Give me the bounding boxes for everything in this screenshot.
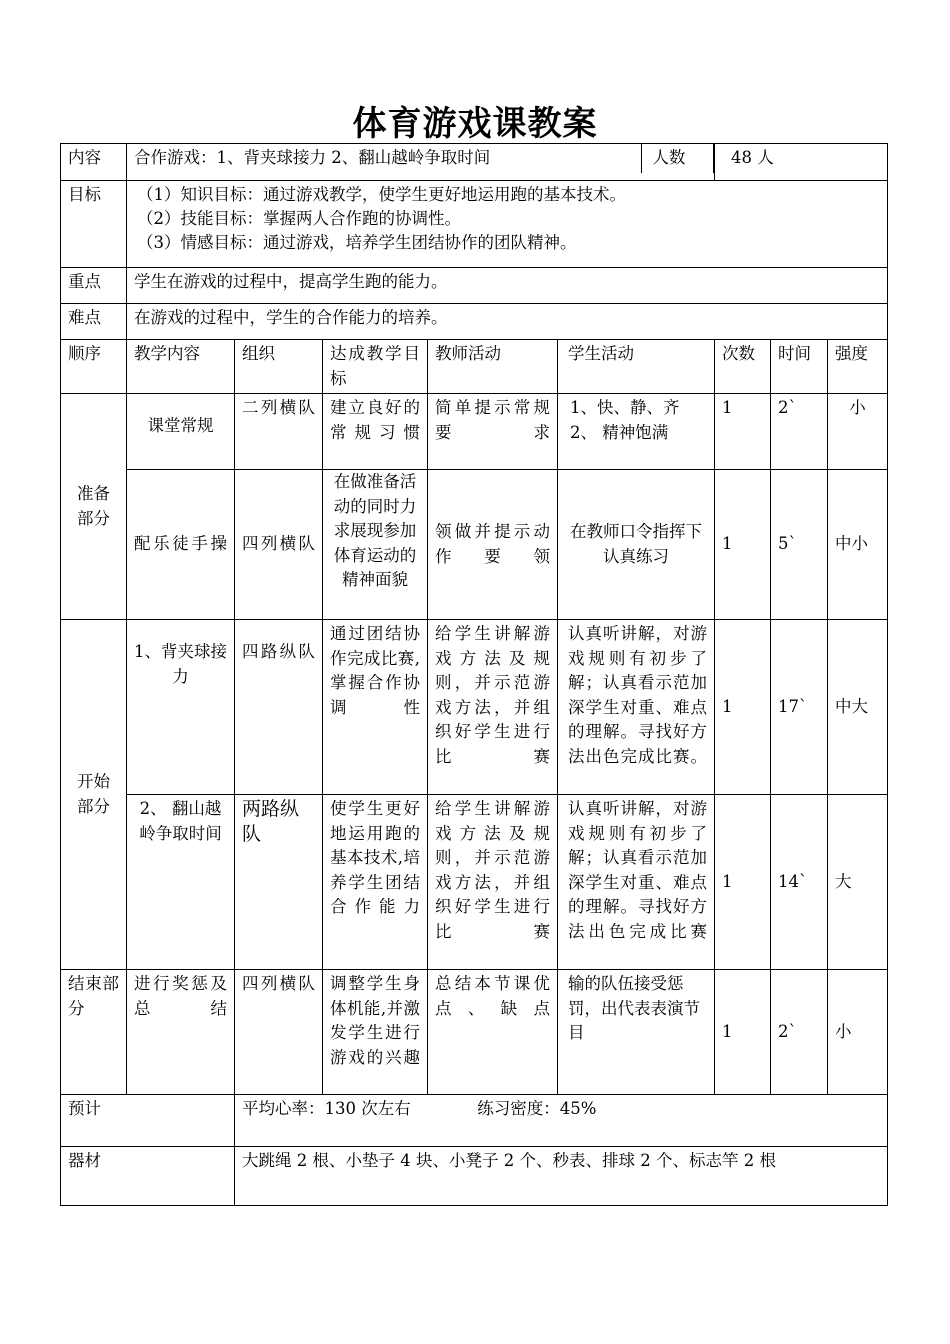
row-intensity: 中大 bbox=[828, 620, 888, 795]
key-point-row bbox=[61, 268, 888, 304]
row-organization: 四路纵队 bbox=[235, 620, 323, 795]
row-goal: 建立良好的常规习惯 bbox=[323, 394, 428, 470]
row-duration: 17` bbox=[771, 620, 828, 795]
row-intensity: 大 bbox=[828, 795, 888, 970]
header-times: 次数 bbox=[715, 340, 771, 394]
key-point-label: 重点 bbox=[61, 268, 127, 304]
goals-row bbox=[61, 181, 888, 268]
row-duration: 5` bbox=[771, 470, 828, 620]
section-start: 开始部分 bbox=[61, 620, 127, 970]
goal-item: （3）情感目标：通过游戏，培养学生团结协作的团队精神。 bbox=[137, 233, 577, 252]
row-duration: 14` bbox=[771, 795, 828, 970]
equipment-row bbox=[61, 1147, 888, 1206]
row-times: 1 bbox=[715, 620, 771, 795]
forecast-row bbox=[61, 1095, 888, 1147]
table-row bbox=[61, 470, 888, 620]
row-organization: 两路纵队 bbox=[235, 795, 323, 970]
row-student: 认真听讲解，对游戏规则有初步了解；认真看示范加深学生对重、难点的理解。寻找好方法出色完成比赛。 bbox=[558, 620, 715, 795]
row-times: 1 bbox=[715, 470, 771, 620]
goal-item: （2）技能目标：掌握两人合作跑的协调性。 bbox=[137, 209, 461, 228]
row-content: 2、 翻山越岭争取时间 bbox=[127, 795, 235, 970]
row-intensity: 小 bbox=[828, 394, 888, 470]
row-teacher: 给学生讲解游戏方法及规则，并示范游戏方法，并组织好学生进行比赛 bbox=[428, 620, 558, 795]
row-organization: 四列横队 bbox=[235, 970, 323, 1095]
table-row bbox=[61, 620, 888, 795]
row-content: 1、背夹球接力 bbox=[127, 620, 235, 795]
row-student: 认真听讲解，对游戏规则有初步了解；认真看示范加深学生对重、难点的理解。寻找好方法出色完成比赛 bbox=[558, 795, 715, 970]
people-label: 人数 bbox=[641, 144, 714, 173]
header-content: 教学内容 bbox=[127, 340, 235, 394]
heart-rate: 平均心率：130 次左右 bbox=[242, 1099, 411, 1118]
row-intensity: 小 bbox=[828, 970, 888, 1095]
difficulty-label: 难点 bbox=[61, 304, 127, 340]
header-organization: 组织 bbox=[235, 340, 323, 394]
table-row bbox=[61, 970, 888, 1095]
content-value: 合作游戏：1、背夹球接力 2、翻山越岭争取时间 bbox=[134, 148, 491, 167]
goals-cell bbox=[127, 181, 888, 268]
row-teacher: 领做并提示动作要领 bbox=[428, 470, 558, 620]
forecast-label: 预计 bbox=[61, 1095, 235, 1147]
row-student: 在教师口令指挥下认真练习 bbox=[558, 470, 715, 620]
row-goal: 在做准备活动的同时力求展现参加体育运动的精神面貌 bbox=[323, 470, 428, 620]
row-goal: 使学生更好地运用跑的基本技术,培养学生团结合作能力 bbox=[323, 795, 428, 970]
lesson-plan-table bbox=[60, 143, 888, 1206]
row-content: 课堂常规 bbox=[127, 394, 235, 470]
table-row bbox=[61, 394, 888, 470]
header-order: 顺序 bbox=[61, 340, 127, 394]
header-duration: 时间 bbox=[771, 340, 828, 394]
table-row bbox=[61, 795, 888, 970]
header-intensity: 强度 bbox=[828, 340, 888, 394]
row-organization: 四列横队 bbox=[235, 470, 323, 620]
section-end: 结束部分 bbox=[61, 970, 127, 1095]
difficulty-value: 在游戏的过程中，学生的合作能力的培养。 bbox=[127, 304, 888, 340]
section-prep: 准备部分 bbox=[61, 394, 127, 620]
people-value: 48 人 bbox=[715, 144, 888, 181]
content-label: 内容 bbox=[61, 144, 127, 181]
row-duration: 2` bbox=[771, 970, 828, 1095]
goal-item: （1）知识目标：通过游戏教学，使学生更好地运用跑的基本技术。 bbox=[137, 185, 626, 204]
goals-label: 目标 bbox=[61, 181, 127, 268]
equipment-label: 器材 bbox=[61, 1147, 235, 1206]
equipment-value: 大跳绳 2 根、小垫子 4 块、小凳子 2 个、秒表、排球 2 个、标志竿 2 根 bbox=[235, 1147, 888, 1206]
forecast-cell bbox=[235, 1095, 888, 1147]
header-student: 学生活动 bbox=[558, 340, 715, 394]
row-student: 1、快、静、齐 2、 精神饱满 bbox=[558, 394, 715, 470]
row-times: 1 bbox=[715, 970, 771, 1095]
practice-density: 练习密度：45% bbox=[477, 1099, 597, 1118]
key-point-value: 学生在游戏的过程中，提高学生跑的能力。 bbox=[127, 268, 888, 304]
row-intensity: 中小 bbox=[828, 470, 888, 620]
row-duration: 2` bbox=[771, 394, 828, 470]
row-student: 输的队伍接受惩罚，出代表表演节目 bbox=[558, 970, 715, 1095]
row-times: 1 bbox=[715, 394, 771, 470]
row-teacher: 给学生讲解游戏方法及规则，并示范游戏方法，并组织好学生进行比赛 bbox=[428, 795, 558, 970]
row-content: 配乐徒手操 bbox=[127, 470, 235, 620]
header-teacher: 教师活动 bbox=[428, 340, 558, 394]
row-content: 进行奖惩及总结 bbox=[127, 970, 235, 1095]
info-row bbox=[61, 144, 888, 181]
row-organization: 二列横队 bbox=[235, 394, 323, 470]
page-title: 体育游戏课教案 bbox=[352, 104, 598, 144]
row-teacher: 总结本节课优点、缺点 bbox=[428, 970, 558, 1095]
row-teacher: 简单提示常规要求 bbox=[428, 394, 558, 470]
row-goal: 调整学生身体机能,并激发学生进行游戏的兴趣 bbox=[323, 970, 428, 1095]
header-row bbox=[61, 340, 888, 394]
row-times: 1 bbox=[715, 795, 771, 970]
content-value-cell bbox=[127, 144, 715, 181]
header-goal: 达成教学目标 bbox=[323, 340, 428, 394]
row-goal: 通过团结协作完成比赛,掌握合作协调性 bbox=[323, 620, 428, 795]
difficulty-row bbox=[61, 304, 888, 340]
